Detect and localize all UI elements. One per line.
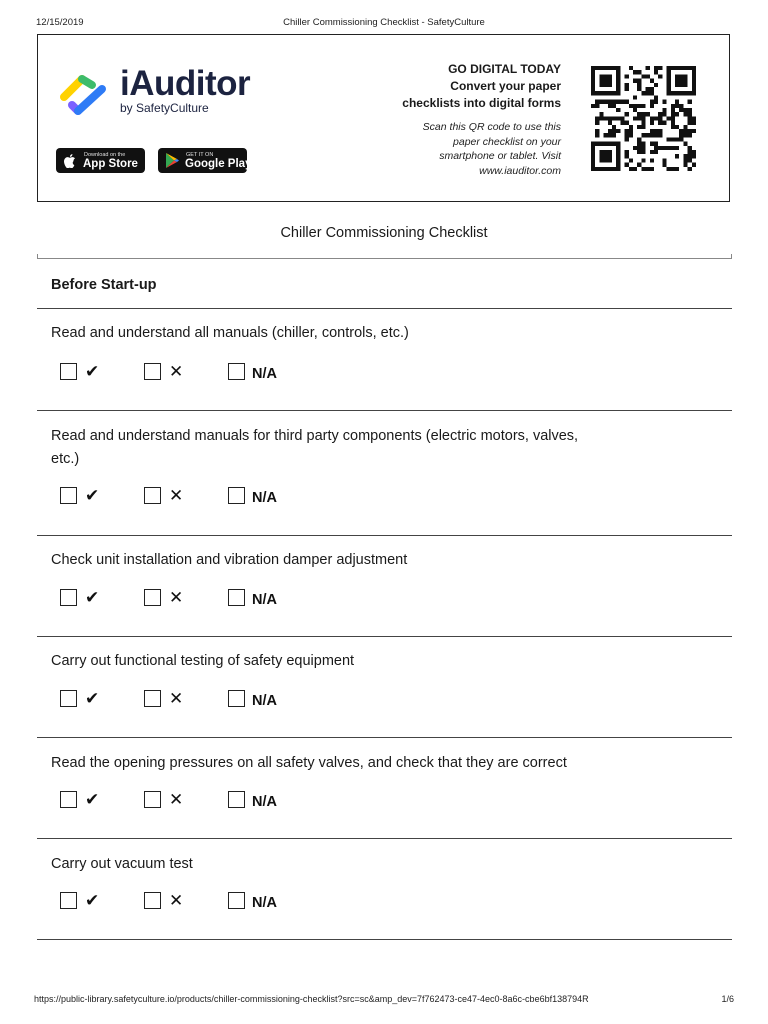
print-doc-title: Chiller Commissioning Checklist - SafetyCulture xyxy=(283,17,485,28)
iauditor-logo-icon xyxy=(56,67,110,121)
check-icon: ✔ xyxy=(85,588,100,607)
divider xyxy=(37,535,732,536)
cta-line-2: checklists into digital forms xyxy=(402,96,561,110)
print-url: https://public-library.safetyculture.io/products/chiller-commissioning-checklist?src=sc&amp_dev=7f762473-ce47-4ec0-8a6c-cbe6bf138794R xyxy=(34,994,589,1004)
page-number: 1/6 xyxy=(721,994,734,1004)
question-1: Read and understand all manuals (chiller, controls, etc.) xyxy=(51,325,409,341)
question-6: Carry out vacuum test xyxy=(51,856,193,872)
cta-title: GO DIGITAL TODAY xyxy=(448,62,561,76)
cross-icon: ✕ xyxy=(169,588,184,607)
question-2: Read and understand manuals for third party components (electric motors, valves, etc.) xyxy=(51,428,579,467)
checklist-title: Chiller Commissioning Checklist xyxy=(280,225,488,241)
divider xyxy=(37,737,732,738)
brand xyxy=(120,65,250,115)
checkbox[interactable] xyxy=(144,589,161,606)
google-play-button[interactable] xyxy=(158,148,252,173)
brand-byline: by SafetyCulture xyxy=(120,101,209,115)
scan-instructions: Scan this QR code to use this paper checklist on your smartphone or tablet. Visit www.iauditor.com xyxy=(422,121,561,177)
google-play-small-text: GET IT ON xyxy=(186,152,214,158)
app-store-button[interactable] xyxy=(56,148,145,173)
check-icon: ✔ xyxy=(85,790,100,809)
question-4: Carry out functional testing of safety equipment xyxy=(51,653,355,669)
cta-block xyxy=(402,61,561,112)
checkbox[interactable] xyxy=(228,892,245,909)
checkbox[interactable] xyxy=(228,487,245,504)
app-store-label: App Store xyxy=(83,158,138,170)
na-label: N/A xyxy=(252,693,277,709)
question-3: Check unit installation and vibration damper adjustment xyxy=(51,552,408,568)
google-play-icon xyxy=(166,153,179,168)
divider xyxy=(37,410,732,411)
print-date: 12/15/2019 xyxy=(36,17,84,28)
section-title: Before Start-up xyxy=(51,277,157,293)
na-label: N/A xyxy=(252,366,277,382)
checkbox[interactable] xyxy=(60,791,77,808)
checkbox[interactable] xyxy=(228,791,245,808)
print-header xyxy=(0,17,768,31)
title-divider xyxy=(37,258,732,259)
cross-icon: ✕ xyxy=(169,891,184,910)
checkbox[interactable] xyxy=(60,363,77,380)
checkbox[interactable] xyxy=(144,363,161,380)
checkbox[interactable] xyxy=(228,363,245,380)
check-icon: ✔ xyxy=(85,689,100,708)
divider xyxy=(37,838,732,839)
na-label: N/A xyxy=(252,794,277,810)
checkbox[interactable] xyxy=(144,487,161,504)
checkbox[interactable] xyxy=(60,589,77,606)
na-label: N/A xyxy=(252,592,277,608)
app-store-small-text: Download on the xyxy=(84,152,126,158)
check-icon: ✔ xyxy=(85,486,100,505)
qr-code-icon[interactable] xyxy=(591,66,696,171)
checkbox[interactable] xyxy=(228,589,245,606)
cross-icon: ✕ xyxy=(169,486,184,505)
na-label: N/A xyxy=(252,490,277,506)
check-icon: ✔ xyxy=(85,891,100,910)
google-play-label: Google Play xyxy=(185,158,252,170)
checkbox[interactable] xyxy=(228,690,245,707)
cross-icon: ✕ xyxy=(169,362,184,381)
promo-banner xyxy=(37,34,730,202)
checkbox[interactable] xyxy=(144,791,161,808)
brand-name: iAuditor xyxy=(120,64,251,103)
checkbox[interactable] xyxy=(60,690,77,707)
cross-icon: ✕ xyxy=(169,689,184,708)
na-label: N/A xyxy=(252,895,277,911)
apple-icon xyxy=(64,153,76,168)
divider xyxy=(37,939,732,940)
question-5: Read the opening pressures on all safety valves, and check that they are correct xyxy=(51,755,567,771)
cta-line-1: Convert your paper xyxy=(450,79,561,93)
divider xyxy=(37,636,732,637)
cross-icon: ✕ xyxy=(169,790,184,809)
checkbox[interactable] xyxy=(144,690,161,707)
checkbox[interactable] xyxy=(60,892,77,909)
divider xyxy=(37,308,732,309)
checkbox[interactable] xyxy=(60,487,77,504)
check-icon: ✔ xyxy=(85,362,100,381)
checkbox[interactable] xyxy=(144,892,161,909)
